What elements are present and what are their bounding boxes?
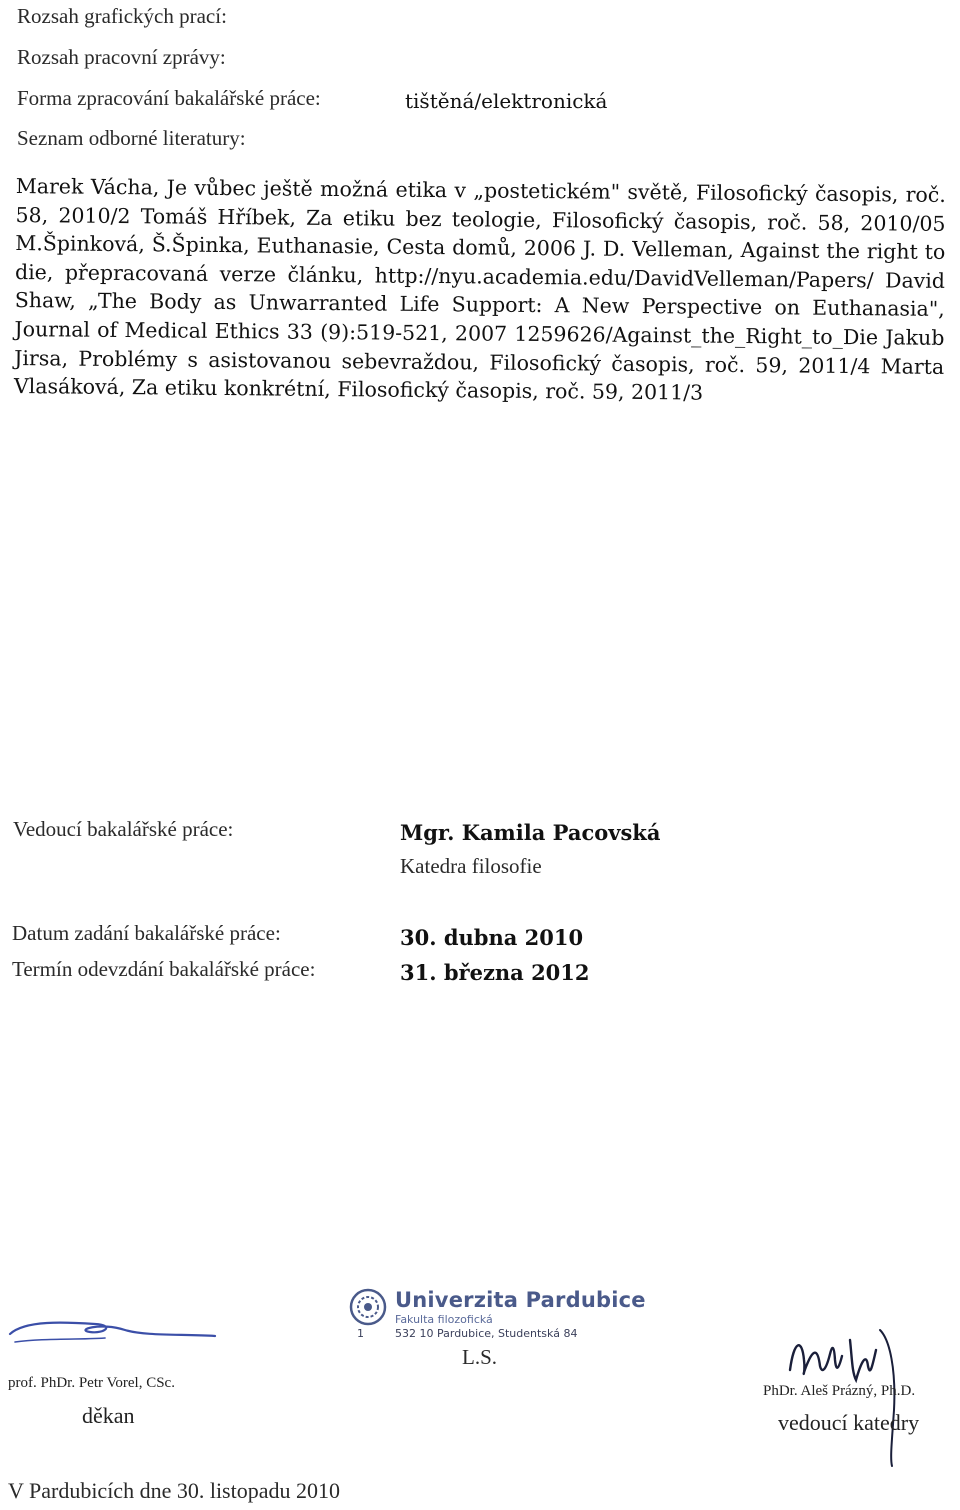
due-date-value: 31. března 2012 <box>400 960 590 985</box>
place-date: V Pardubicích dne 30. listopadu 2010 <box>8 1478 340 1503</box>
stamp-address: 532 10 Pardubice, Studentská 84 <box>395 1327 578 1340</box>
dean-name: prof. PhDr. Petr Vorel, CSc. <box>8 1375 175 1391</box>
head-role: vedoucí katedry <box>778 1410 920 1435</box>
stamp-ls: L.S. <box>462 1345 498 1369</box>
supervisor-label: Vedoucí bakalářské práce: <box>13 817 234 841</box>
bibliography-text: Marek Vácha, Je vůbec ještě možná etika v „postetickém" světě, Filosofický časopis, roč. 58, 2010/2 Tomáš Hříbek, Za etiku bez teologie, Filosofický časopis, roč. 58, 2010/05 M.Špinková, Š.Špinka, Euthanasie, Cesta domů, 2006 J. D. Velleman, Against the right to die, přepracovaná verze článku, http://nyu.academia.edu/DavidVelleman/Papers/ David Shaw, „The Body as Unwarranted Life Support: A New Perspective on Euthanasia", Journal of Medical Ethics 33 (9):519-521, 2007 1259626/Against_the_Right_to_Die Jakub Jirsa, Problémy s asistovanou sebevraždou, Filosofický časopis, roč. 59, 2011/4 Marta Vlasáková, Za etiku konkrétní, Filosofický časopis, roč. 59, 2011/3 <box>13 173 946 405</box>
form-label: Forma zpracování bakalářské práce: <box>17 86 321 110</box>
assigned-date-label: Datum zadání bakalářské práce: <box>12 921 281 945</box>
supervisor-name: Mgr. Kamila Pacovská <box>400 820 661 845</box>
dean-signature <box>5 1312 220 1352</box>
stamp-number: 1 <box>357 1327 364 1340</box>
stamp-faculty: Fakulta filozofická <box>395 1313 493 1326</box>
form-value: tištěná/elektronická <box>405 89 608 113</box>
supervisor-department: Katedra filosofie <box>400 854 542 878</box>
due-date-label: Termín odevzdání bakalářské práce: <box>12 957 316 981</box>
university-logo-icon <box>348 1287 388 1327</box>
report-scope-label: Rozsah pracovní zprávy: <box>17 45 226 69</box>
literature-label: Seznam odborné literatury: <box>17 126 246 150</box>
dean-role: děkan <box>82 1403 135 1428</box>
head-name: PhDr. Aleš Prázný, Ph.D. <box>763 1383 916 1399</box>
stamp-university: Univerzita Pardubice <box>395 1288 646 1312</box>
graphics-scope-label: Rozsah grafických prací: <box>17 4 227 28</box>
assigned-date-value: 30. dubna 2010 <box>400 925 584 950</box>
